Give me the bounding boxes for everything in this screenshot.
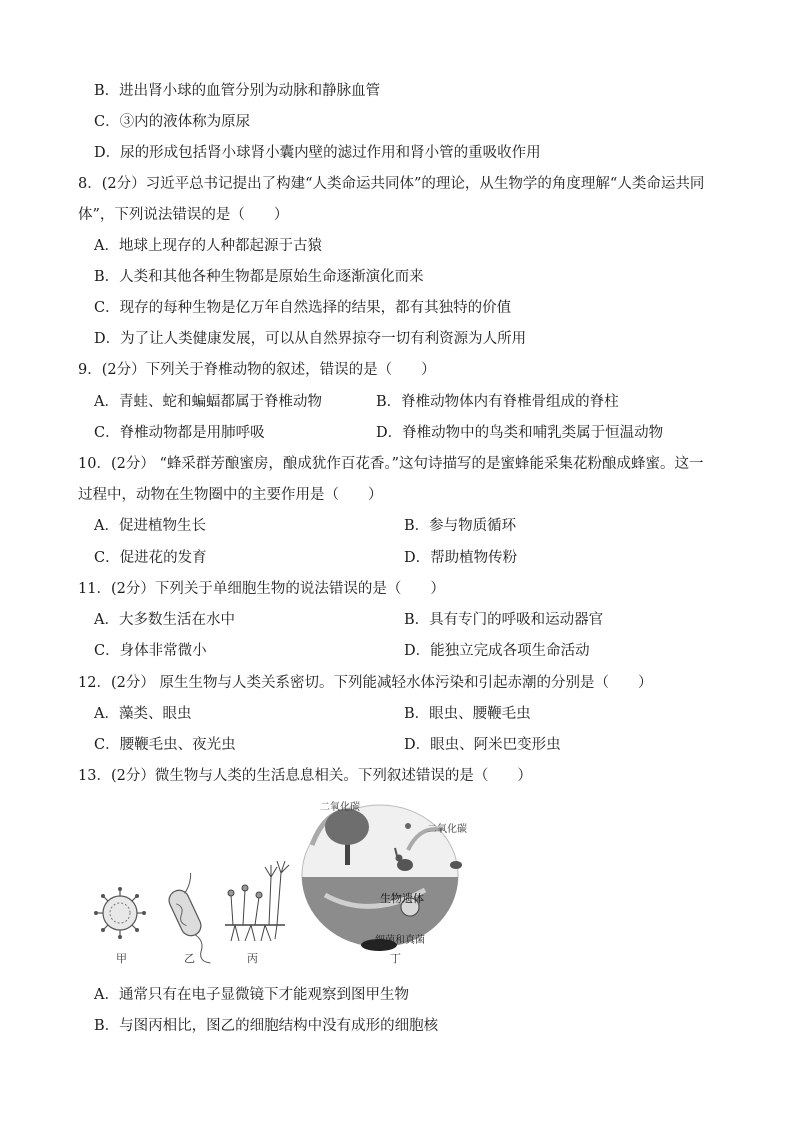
question-8-stem-cont: 体”，下列说法错误的是（ ） xyxy=(78,207,289,223)
q8-option-d: D．为了让人类健康发展，可以从自然界掠夺一切有利资源为人所用 xyxy=(94,331,527,347)
question-12-stem: 12．(2分） 原生生物与人类关系密切。下列能减轻水体污染和引起赤潮的分别是（ ） xyxy=(78,675,653,691)
q9-option-a: A．青蛙、蛇和蝙蝠都属于脊椎动物 xyxy=(94,394,322,410)
q12-option-a: A．藻类、眼虫 xyxy=(94,706,192,722)
q9-option-d: D．脊椎动物中的鸟类和哺乳类属于恒温动物 xyxy=(376,425,664,441)
question-9-stem: 9．(2分）下列关于脊椎动物的叙述，错误的是（ ） xyxy=(78,362,436,378)
q12-option-b: B．眼虫、腰鞭毛虫 xyxy=(404,706,531,722)
q9-option-c: C．脊椎动物都是用肺呼吸 xyxy=(94,425,265,441)
option-b: B．进出肾小球的血管分别为动脉和静脉血管 xyxy=(94,83,381,99)
mold-illustration xyxy=(225,861,289,941)
q10-option-a: A．促进植物生长 xyxy=(94,518,206,534)
bacterium-illustration xyxy=(162,873,229,968)
q11-option-d: D．能独立完成各项生命活动 xyxy=(404,643,590,659)
q10-option-d: D．帮助植物传粉 xyxy=(404,550,518,566)
label-jia: 甲 xyxy=(116,952,127,965)
question-8-stem: 8．(2分）习近平总书记提出了构建“人类命运共同体”的理论，从生物学的角度理解“人类命运共同 xyxy=(78,176,705,192)
q11-option-b: B．具有专门的呼吸和运动器官 xyxy=(404,612,604,628)
q8-option-b: B．人类和其他各种生物都是原始生命逐渐演化而来 xyxy=(94,269,424,285)
co2-label-top: 二氧化碳 xyxy=(320,802,360,813)
q13-option-a: A．通常只有在电子显微镜下才能观察到图甲生物 xyxy=(94,987,409,1003)
microbe-figure xyxy=(90,795,510,970)
q10-option-c: C．促进花的发育 xyxy=(94,550,207,566)
label-yi: 乙 xyxy=(184,952,195,965)
q8-option-a: A．地球上现存的人种都起源于古猿 xyxy=(94,238,322,254)
label-ding: 丁 xyxy=(390,952,401,965)
question-13-stem: 13．(2分）微生物与人类的生活息息相关。下列叙述错误的是（ ） xyxy=(78,768,532,784)
remains-label: 生物遗体 xyxy=(380,892,424,905)
co2-label-right: 二氧化碳 xyxy=(427,824,467,835)
q11-option-c: C．身体非常微小 xyxy=(94,643,207,659)
q8-option-c: C．现存的每种生物是亿万年自然选择的结果，都有其独特的价值 xyxy=(94,300,512,316)
question-10-stem-cont: 过程中，动物在生物圈中的主要作用是（ ） xyxy=(78,487,383,503)
q11-option-a: A．大多数生活在水中 xyxy=(94,612,235,628)
q10-option-b: B．参与物质循环 xyxy=(404,518,517,534)
q12-option-d: D．眼虫、阿米巴变形虫 xyxy=(404,737,561,753)
question-10-stem: 10．(2分） “蜂采群芳酿蜜房，酿成犹作百花香。”这句诗描写的是蜜蜂能采集花粉酿成蜂蜜。这一 xyxy=(78,456,704,472)
option-d: D．尿的形成包括肾小球肾小囊内壁的滤过作用和肾小管的重吸收作用 xyxy=(94,145,541,161)
option-c: C．③内的液体称为原尿 xyxy=(94,114,251,130)
virus-illustration xyxy=(94,887,146,939)
q9-option-b: B．脊椎动物体内有脊椎骨组成的脊柱 xyxy=(376,394,619,410)
q12-option-c: C．腰鞭毛虫、夜光虫 xyxy=(94,737,236,753)
question-11-stem: 11．(2分）下列关于单细胞生物的说法错误的是（ ） xyxy=(78,581,445,597)
q13-option-b: B．与图丙相比，图乙的细胞结构中没有成形的细胞核 xyxy=(94,1018,439,1034)
microbes-label: 细菌和真菌 xyxy=(375,935,425,946)
label-bing: 丙 xyxy=(247,952,258,965)
